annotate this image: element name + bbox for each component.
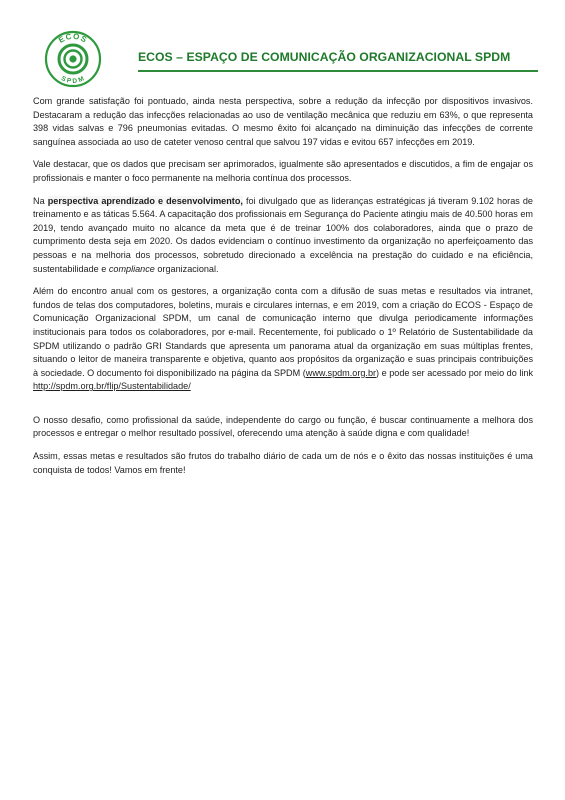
- p3-prefix: Na: [33, 195, 48, 206]
- paragraph-challenge: O nosso desafio, como profissional da saúde, independente do cargo ou função, é buscar continuamente a melhora dos processos e entregar o melhor resultado possível, oferecendo uma atenção à saúde digna e com qualidade!: [33, 414, 533, 439]
- p4-main-text: Além do encontro anual com os gestores, a organização conta com a difusão de suas metas e resultados via intranet, fundos de telas dos computadores, boletins, murais e circulares internas, e em 2019, com a criação do ECOS - Espaço de Comunicação Organizacional SPDM, um canal de comunicação interno que divulga periodicamente informações institucionais para todos os colaboradores, por e-mail. Recentemente, foi publicado o 1º Relatório de Sustentabilidade da SPDM utilizando o padrão GRI Standards que apresenta um panorama atual da organização em suas múltiplas frentes, situando o leitor de maneira transparente e objetiva, quanto aos propósitos da organização e suas principais contribuições à sociedade. O documento foi disponibilizado na página da SPDM (: [33, 286, 533, 378]
- p3-end-text: organizacional.: [154, 263, 219, 274]
- p3-main-text: foi divulgado que as lideranças estratégicas já tiveram 9.102 horas de treinamento e as táticas 5.564. A capacitação dos profissionais em Segurança do Paciente atingiu mais de 40.500 horas em 2019, tendo avançado muito no alcance da meta que é de treinar 100% dos colaboradores, ainda que o prazo de cumprimento desta seja em 2020. Os dados evidenciam o contínuo investimento da organização no aperfeiçoamento das pessoas e na melhoria dos processos, sobretudo direcionado a excelência na prestação do cuidado e na eficiência, sustentabilidade e: [33, 195, 533, 274]
- ecos-logo-icon: [44, 30, 102, 88]
- p3-italic-word: compliance: [108, 263, 155, 274]
- paragraph-infections: Com grande satisfação foi pontuado, ainda nesta perspectiva, sobre a redução da infecção por dispositivos invasivos. Destacaram a redução das infecções relacionadas ao uso de ventilação mecânica que reduziu em 63%, o que representa 398 vidas salvas e 796 pneumonias evitadas. O mesmo êxito foi alcançado na diminuição das infecções de corrente sanguínea associada ao uso de cateter venoso central que salvou 197 vidas e evitou 657 infecções em 2019.: [33, 96, 533, 147]
- document-body: [33, 95, 533, 486]
- paragraph-learning-development: [33, 195, 533, 277]
- sustainability-report-link[interactable]: http://spdm.org.br/flip/Sustentabilidade/: [33, 381, 191, 392]
- logo-bottom-text: SPDM: [59, 74, 87, 86]
- paragraph-improvement-data: Vale destacar, que os dados que precisam ser aprimorados, igualmente são apresentados e discutidos, a fim de engajar os profissionais e manter o foco permanente na melhoria contínua dos processos.: [33, 159, 533, 183]
- logo-top-text: ECOS: [57, 31, 89, 45]
- p3-bold-phrase: perspectiva aprendizado e desenvolvimento,: [47, 195, 243, 206]
- paragraph-communication: [33, 285, 533, 394]
- header-divider: [138, 70, 538, 72]
- document-title: ECOS – ESPAÇO DE COMUNICAÇÃO ORGANIZACIONAL SPDM: [138, 50, 511, 64]
- document-header: [30, 30, 540, 90]
- paragraph-closing: Assim, essas metas e resultados são frutos do trabalho diário de cada um de nós e o êxito das nossas instituições é uma conquista de todos! Vamos em frente!: [33, 451, 533, 475]
- ecos-logo: [44, 30, 102, 88]
- p4-mid-text: ) e pode ser acessado por meio do link: [376, 367, 533, 378]
- spdm-site-link[interactable]: www.spdm.org.br: [305, 367, 377, 378]
